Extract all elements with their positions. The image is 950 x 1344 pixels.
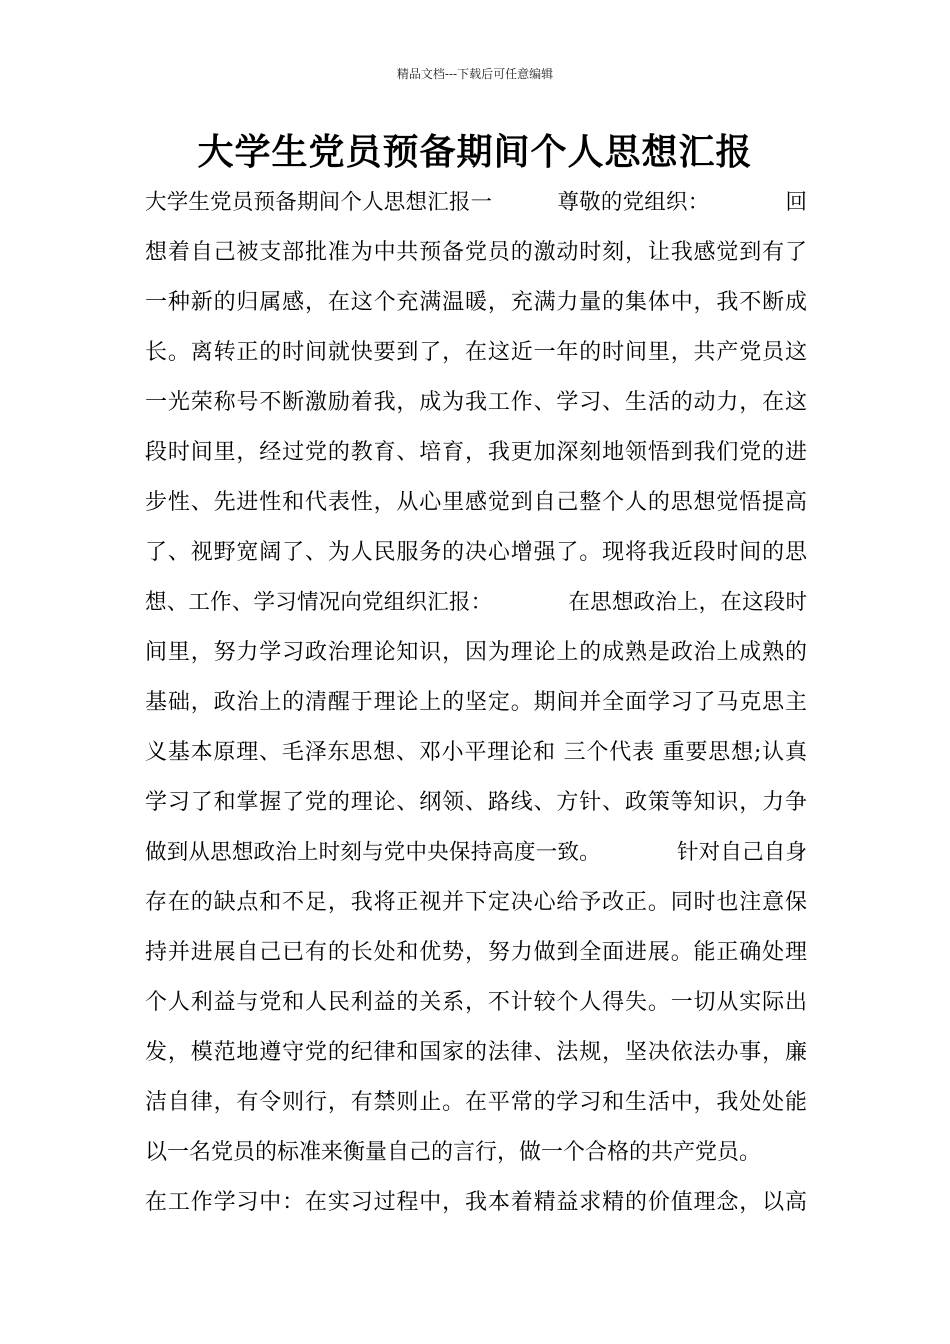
body-line: 发，模范地遵守党的纪律和国家的法律、法规，坚决依法办事，廉 xyxy=(145,1040,807,1065)
body-line: 步性、先进性和代表性，从心里感觉到自己整个人的思想觉悟提高 xyxy=(145,490,807,515)
body-line: 段时间里，经过党的教育、培育，我更加深刻地领悟到我们党的进 xyxy=(145,440,807,465)
document-title: 大学生党员预备期间个人思想汇报 xyxy=(197,131,753,173)
body-line: 长。离转正的时间就快要到了，在这近一年的时间里，共产党员这 xyxy=(145,340,807,365)
body-line: 基础，政治上的清醒于理论上的坚定。期间并全面学习了马克思主 xyxy=(145,690,807,715)
body-line: 持并进展自己已有的长处和优势，努力做到全面进展。能正确处理 xyxy=(145,940,807,965)
body-line: 想、工作、学习情况向党组织汇报： 在思想政治上，在这段时 xyxy=(145,590,807,615)
body-line: 一种新的归属感，在这个充满温暖，充满力量的集体中，我不断成 xyxy=(145,290,807,315)
body-line: 想着自己被支部批准为中共预备党员的激动时刻，让我感觉到有了 xyxy=(145,240,807,265)
body-line: 做到从思想政治上时刻与党中央保持高度一致。 针对自己自身 xyxy=(145,840,807,865)
header-note: 精品文档---下载后可任意编辑 xyxy=(396,67,554,81)
body-line: 大学生党员预备期间个人思想汇报一 尊敬的党组织： 回 xyxy=(145,190,807,215)
body-line: 义基本原理、毛泽东思想、邓小平理论和 三个代表 重要思想;认真 xyxy=(145,740,807,765)
body-line: 洁自律，有令则行，有禁则止。在平常的学习和生活中，我处处能 xyxy=(145,1090,807,1115)
body-line: 存在的缺点和不足，我将正视并下定决心给予改正。同时也注意保 xyxy=(145,890,807,915)
body-line: 在工作学习中：在实习过程中，我本着精益求精的价值理念，以高 xyxy=(145,1190,807,1215)
body-line: 间里，努力学习政治理论知识，因为理论上的成熟是政治上成熟的 xyxy=(145,640,807,665)
body-line: 一光荣称号不断激励着我，成为我工作、学习、生活的动力，在这 xyxy=(145,390,807,415)
body-line: 个人利益与党和人民利益的关系，不计较个人得失。一切从实际出 xyxy=(145,990,807,1015)
body-line: 了、视野宽阔了、为人民服务的决心增强了。现将我近段时间的思 xyxy=(145,540,807,565)
body-text xyxy=(145,178,807,1228)
body-line: 学习了和掌握了党的理论、纲领、路线、方针、政策等知识，力争 xyxy=(145,790,807,815)
body-line: 以一名党员的标准来衡量自己的言行，做一个合格的共产党员。 xyxy=(145,1140,762,1165)
